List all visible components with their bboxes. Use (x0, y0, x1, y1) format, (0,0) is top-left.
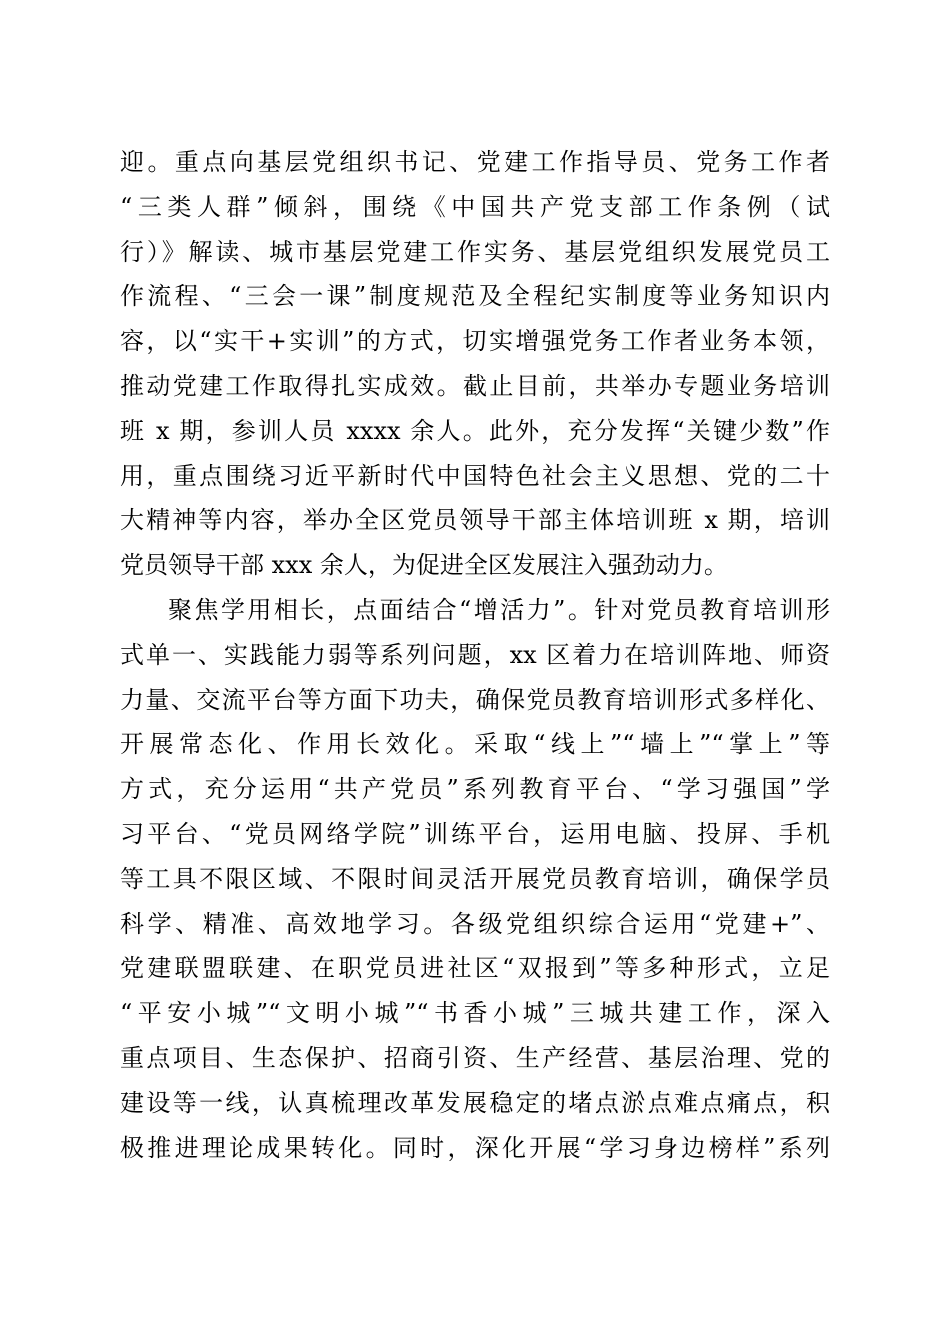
text-line: 迎。重点向基层党组织书记、党建工作指导员、党务工作者 (120, 148, 830, 176)
text-line: 党建联盟联建、在职党员进社区“双报到”等多种形式，立足 (120, 954, 830, 983)
text-line: “平安小城”“文明小城”“书香小城”三城共建工作，深入 (120, 999, 830, 1028)
text-line: 大精神等内容，举办全区党员领导干部主体培训班 x 期，培训 (120, 506, 830, 535)
text-line: 作流程、“三会一课”制度规范及全程纪实制度等业务知识内 (120, 282, 830, 311)
text-line: 式单一、实践能力弱等系列问题，xx 区着力在培训阵地、师资 (120, 640, 830, 669)
text-line: 班 x 期，参训人员 xxxx 余人。此外，充分发挥“关键少数”作 (120, 416, 830, 445)
text-line: 极推进理论成果转化。同时，深化开展“学习身边榜样”系列 (120, 1133, 830, 1162)
text-line: 行）》解读、城市基层党建工作实务、基层党组织发展党员工 (120, 237, 830, 266)
text-line: 等工具不限区域、不限时间灵活开展党员教育培训，确保学员 (120, 864, 830, 893)
text-line: 习平台、“党员网络学院”训练平台，运用电脑、投屏、手机 (120, 819, 830, 848)
text-line: 推动党建工作取得扎实成效。截止目前，共举办专题业务培训 (120, 371, 830, 400)
paragraph-1 (120, 140, 830, 588)
text-line: “三类人群”倾斜，围绕《中国共产党支部工作条例（试 (120, 192, 830, 221)
text-line: 开展常态化、作用长效化。采取“线上”“墙上”“掌上”等 (120, 730, 830, 759)
text-line: 容，以“实干+实训”的方式，切实增强党务工作者业务本领， (120, 327, 830, 356)
text-line: 重点项目、生态保护、招商引资、生产经营、基层治理、党的 (120, 1043, 830, 1072)
text-line: 科学、精准、高效地学习。各级党组织综合运用“党建+”、 (120, 909, 830, 938)
text-line: 力量、交流平台等方面下功夫，确保党员教育培训形式多样化、 (120, 685, 830, 714)
text-line: 党员领导干部 xxx 余人，为促进全区发展注入强劲动力。 (120, 551, 728, 580)
text-line: 聚焦学用相长，点面结合“增活力”。针对党员教育培训形 (168, 595, 830, 624)
document-body (120, 140, 830, 1170)
text-line: 建设等一线，认真梳理改革发展稳定的堵点淤点难点痛点，积 (120, 1088, 830, 1117)
text-line: 方式，充分运用“共产党员”系列教育平台、“学习强国”学 (120, 775, 830, 804)
paragraph-2 (120, 588, 830, 1170)
text-line: 用，重点围绕习近平新时代中国特色社会主义思想、党的二十 (120, 461, 830, 490)
